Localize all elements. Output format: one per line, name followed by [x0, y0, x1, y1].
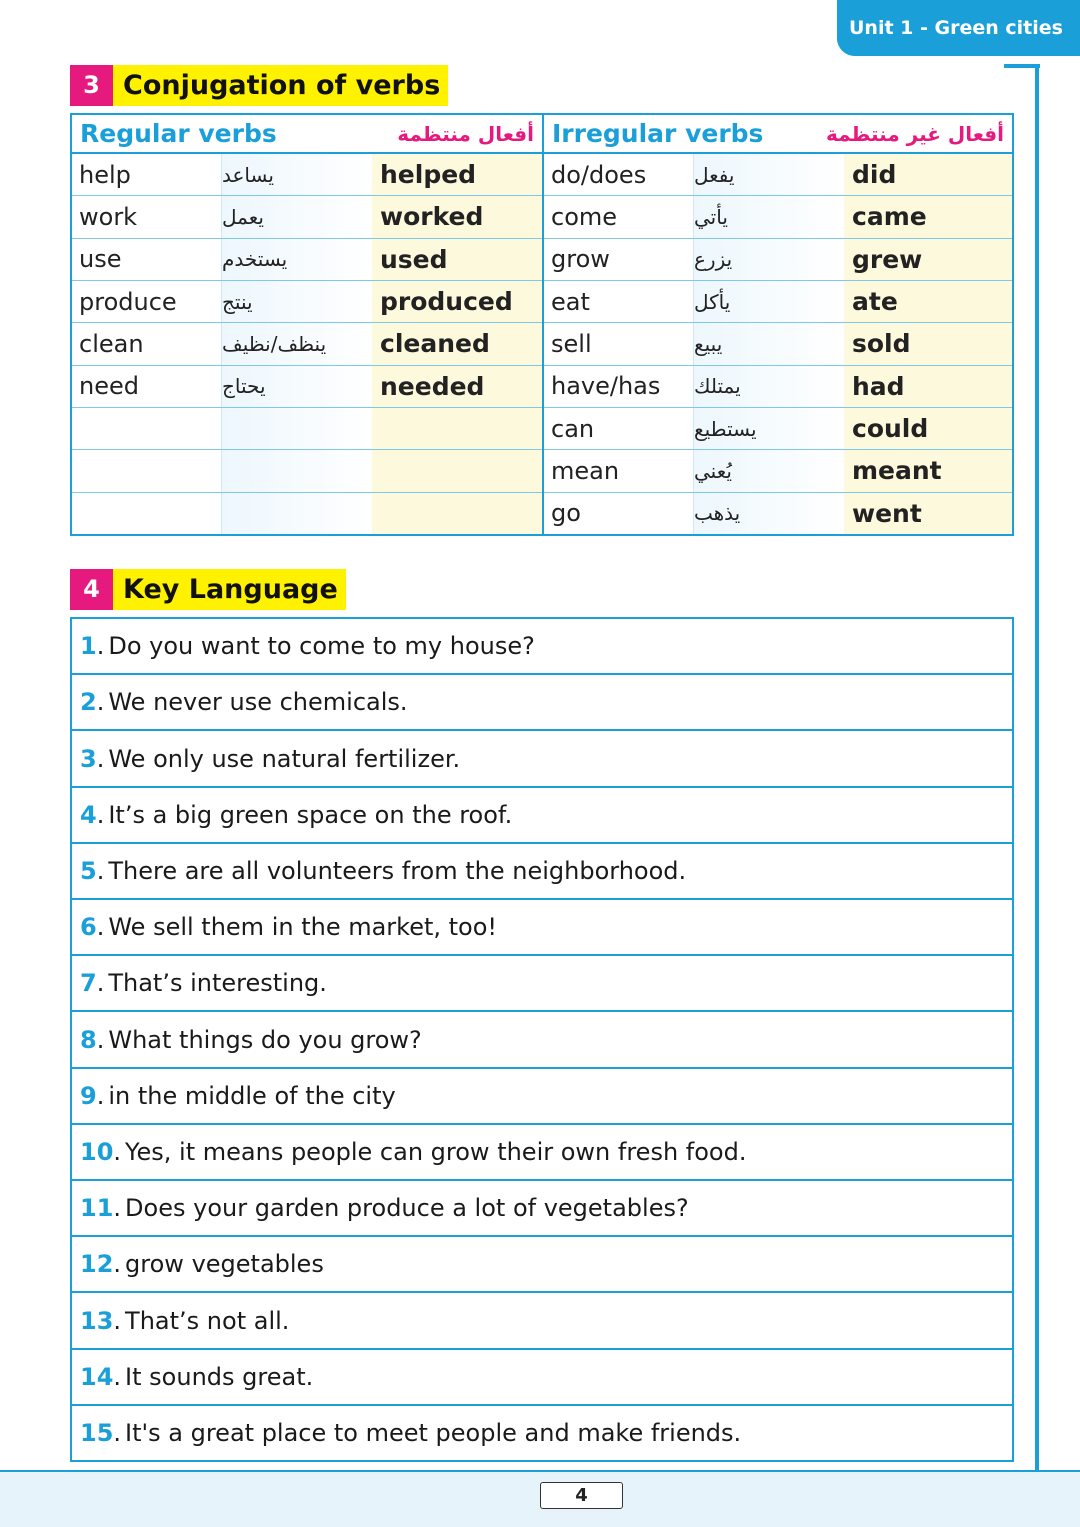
irregular-base-form: do/does	[544, 154, 694, 195]
section-4-title: Key Language	[113, 569, 346, 610]
irregular-arabic-meaning: يستطيع	[694, 408, 844, 449]
irregular-verbs-heading-arabic: أفعال غير منتظمة	[825, 121, 1004, 146]
item-number: 4	[80, 800, 97, 829]
irregular-base-form: grow	[544, 239, 694, 280]
item-number-dot: .	[113, 1418, 122, 1447]
regular-verb-row	[72, 154, 542, 196]
key-language-item	[72, 1293, 1012, 1349]
item-number-dot: .	[96, 632, 105, 661]
regular-verb-row	[72, 196, 542, 238]
item-text: Do you want to come to my house?	[108, 632, 535, 661]
section-3-number: 3	[70, 65, 113, 106]
irregular-past-form: ate	[844, 281, 1012, 322]
item-number: 11	[80, 1194, 114, 1223]
irregular-arabic-meaning: يذهب	[694, 493, 844, 534]
item-number-dot: .	[113, 1306, 122, 1335]
irregular-verbs-column	[542, 115, 1012, 534]
item-number-dot: .	[96, 913, 105, 942]
regular-arabic-meaning	[222, 408, 372, 449]
irregular-arabic-meaning: يأتي	[694, 196, 844, 237]
irregular-arabic-meaning: يُعني	[694, 450, 844, 491]
item-number: 14	[80, 1362, 114, 1391]
item-text: Does your garden produce a lot of vegetables?	[125, 1194, 689, 1223]
item-number: 1	[80, 632, 97, 661]
item-number: 15	[80, 1418, 114, 1447]
irregular-verb-row	[544, 408, 1012, 450]
item-text: Yes, it means people can grow their own fresh food.	[125, 1137, 747, 1166]
key-language-item	[72, 1125, 1012, 1181]
regular-past-form: cleaned	[372, 323, 542, 364]
irregular-verb-row	[544, 366, 1012, 408]
key-language-item	[72, 1350, 1012, 1406]
irregular-base-form: go	[544, 493, 694, 534]
irregular-past-form: meant	[844, 450, 1012, 491]
item-number-dot: .	[96, 1025, 105, 1054]
item-text: It sounds great.	[125, 1362, 314, 1391]
item-number: 3	[80, 744, 97, 773]
regular-past-form	[372, 408, 542, 449]
key-language-item	[72, 1181, 1012, 1237]
irregular-verb-row	[544, 154, 1012, 196]
regular-arabic-meaning: يساعد	[222, 154, 372, 195]
regular-past-form: worked	[372, 196, 542, 237]
regular-base-form: use	[72, 239, 222, 280]
item-text: That’s interesting.	[108, 969, 327, 998]
side-rule	[1035, 64, 1039, 1470]
verbs-table	[70, 113, 1014, 536]
regular-base-form	[72, 493, 222, 534]
irregular-past-form: did	[844, 154, 1012, 195]
item-text: It's a great place to meet people and make friends.	[125, 1418, 742, 1447]
irregular-base-form: have/has	[544, 366, 694, 407]
regular-arabic-meaning: يعمل	[222, 196, 372, 237]
irregular-arabic-meaning: يفعل	[694, 154, 844, 195]
irregular-past-form: could	[844, 408, 1012, 449]
section-3-title: Conjugation of verbs	[113, 65, 448, 106]
irregular-past-form: came	[844, 196, 1012, 237]
item-number: 10	[80, 1137, 114, 1166]
regular-arabic-meaning: ينظف/نظيف	[222, 323, 372, 364]
item-number-dot: .	[96, 856, 105, 885]
regular-verbs-heading-arabic: أفعال منتظمة	[397, 121, 534, 146]
regular-past-form: produced	[372, 281, 542, 322]
regular-verbs-column	[72, 115, 542, 534]
regular-past-form: needed	[372, 366, 542, 407]
regular-verb-row	[72, 450, 542, 492]
regular-past-form	[372, 493, 542, 534]
key-language-item	[72, 900, 1012, 956]
regular-past-form: helped	[372, 154, 542, 195]
unit-label: Unit 1 - Green cities	[837, 0, 1080, 56]
regular-base-form: produce	[72, 281, 222, 322]
item-number: 7	[80, 969, 97, 998]
key-language-item	[72, 1237, 1012, 1293]
irregular-verb-row	[544, 493, 1012, 534]
regular-arabic-meaning	[222, 493, 372, 534]
page-number: 4	[540, 1482, 623, 1509]
item-number-dot: .	[96, 969, 105, 998]
item-number: 13	[80, 1306, 114, 1335]
regular-base-form: help	[72, 154, 222, 195]
item-number-dot: .	[96, 1081, 105, 1110]
regular-arabic-meaning	[222, 450, 372, 491]
item-text: There are all volunteers from the neighborhood.	[108, 856, 687, 885]
item-number: 6	[80, 913, 97, 942]
item-number-dot: .	[113, 1250, 122, 1279]
item-text: What things do you grow?	[108, 1025, 422, 1054]
key-language-item	[72, 1012, 1012, 1068]
key-language-item	[72, 956, 1012, 1012]
section-4-number: 4	[70, 569, 113, 610]
item-number-dot: .	[113, 1362, 122, 1391]
irregular-base-form: mean	[544, 450, 694, 491]
item-number: 5	[80, 856, 97, 885]
regular-base-form	[72, 450, 222, 491]
irregular-past-form: had	[844, 366, 1012, 407]
irregular-verb-row	[544, 281, 1012, 323]
key-language-item	[72, 731, 1012, 787]
irregular-verb-row	[544, 196, 1012, 238]
item-number: 9	[80, 1081, 97, 1110]
irregular-verb-row	[544, 323, 1012, 365]
irregular-arabic-meaning: يأكل	[694, 281, 844, 322]
irregular-past-form: grew	[844, 239, 1012, 280]
item-number-dot: .	[96, 800, 105, 829]
irregular-verb-row	[544, 450, 1012, 492]
regular-past-form	[372, 450, 542, 491]
irregular-verb-row	[544, 239, 1012, 281]
item-text: grow vegetables	[125, 1250, 324, 1279]
key-language-item	[72, 788, 1012, 844]
irregular-base-form: eat	[544, 281, 694, 322]
regular-base-form: work	[72, 196, 222, 237]
key-language-list	[70, 617, 1014, 1462]
regular-base-form: need	[72, 366, 222, 407]
irregular-arabic-meaning: يزرع	[694, 239, 844, 280]
regular-base-form: clean	[72, 323, 222, 364]
item-number: 2	[80, 688, 97, 717]
irregular-base-form: sell	[544, 323, 694, 364]
regular-verb-row	[72, 323, 542, 365]
regular-verb-row	[72, 366, 542, 408]
key-language-item	[72, 844, 1012, 900]
regular-verb-row	[72, 281, 542, 323]
regular-verb-row	[72, 239, 542, 281]
regular-arabic-meaning: يحتاج	[222, 366, 372, 407]
item-number: 12	[80, 1250, 114, 1279]
item-text: That’s not all.	[125, 1306, 290, 1335]
section-4-heading	[70, 569, 346, 610]
regular-base-form	[72, 408, 222, 449]
irregular-verbs-header	[544, 115, 1012, 154]
item-number: 8	[80, 1025, 97, 1054]
key-language-item	[72, 1069, 1012, 1125]
item-number-dot: .	[96, 688, 105, 717]
key-language-item	[72, 675, 1012, 731]
key-language-item	[72, 619, 1012, 675]
irregular-arabic-meaning: يبيع	[694, 323, 844, 364]
regular-arabic-meaning: ينتج	[222, 281, 372, 322]
item-text: It’s a big green space on the roof.	[108, 800, 513, 829]
item-number-dot: .	[113, 1194, 122, 1223]
regular-past-form: used	[372, 239, 542, 280]
irregular-base-form: come	[544, 196, 694, 237]
regular-verbs-header	[72, 115, 542, 154]
item-number-dot: .	[113, 1137, 122, 1166]
section-3-heading	[70, 65, 448, 106]
item-text: We never use chemicals.	[108, 688, 408, 717]
regular-verb-row	[72, 493, 542, 534]
irregular-past-form: sold	[844, 323, 1012, 364]
item-text: We sell them in the market, too!	[108, 913, 498, 942]
item-text: in the middle of the city	[108, 1081, 396, 1110]
irregular-arabic-meaning: يمتلك	[694, 366, 844, 407]
item-number-dot: .	[96, 744, 105, 773]
regular-verb-row	[72, 408, 542, 450]
key-language-item	[72, 1406, 1012, 1460]
item-text: We only use natural fertilizer.	[108, 744, 461, 773]
regular-arabic-meaning: يستخدم	[222, 239, 372, 280]
irregular-verbs-heading: Irregular verbs	[552, 119, 764, 148]
irregular-past-form: went	[844, 493, 1012, 534]
regular-verbs-heading: Regular verbs	[80, 119, 277, 148]
irregular-base-form: can	[544, 408, 694, 449]
